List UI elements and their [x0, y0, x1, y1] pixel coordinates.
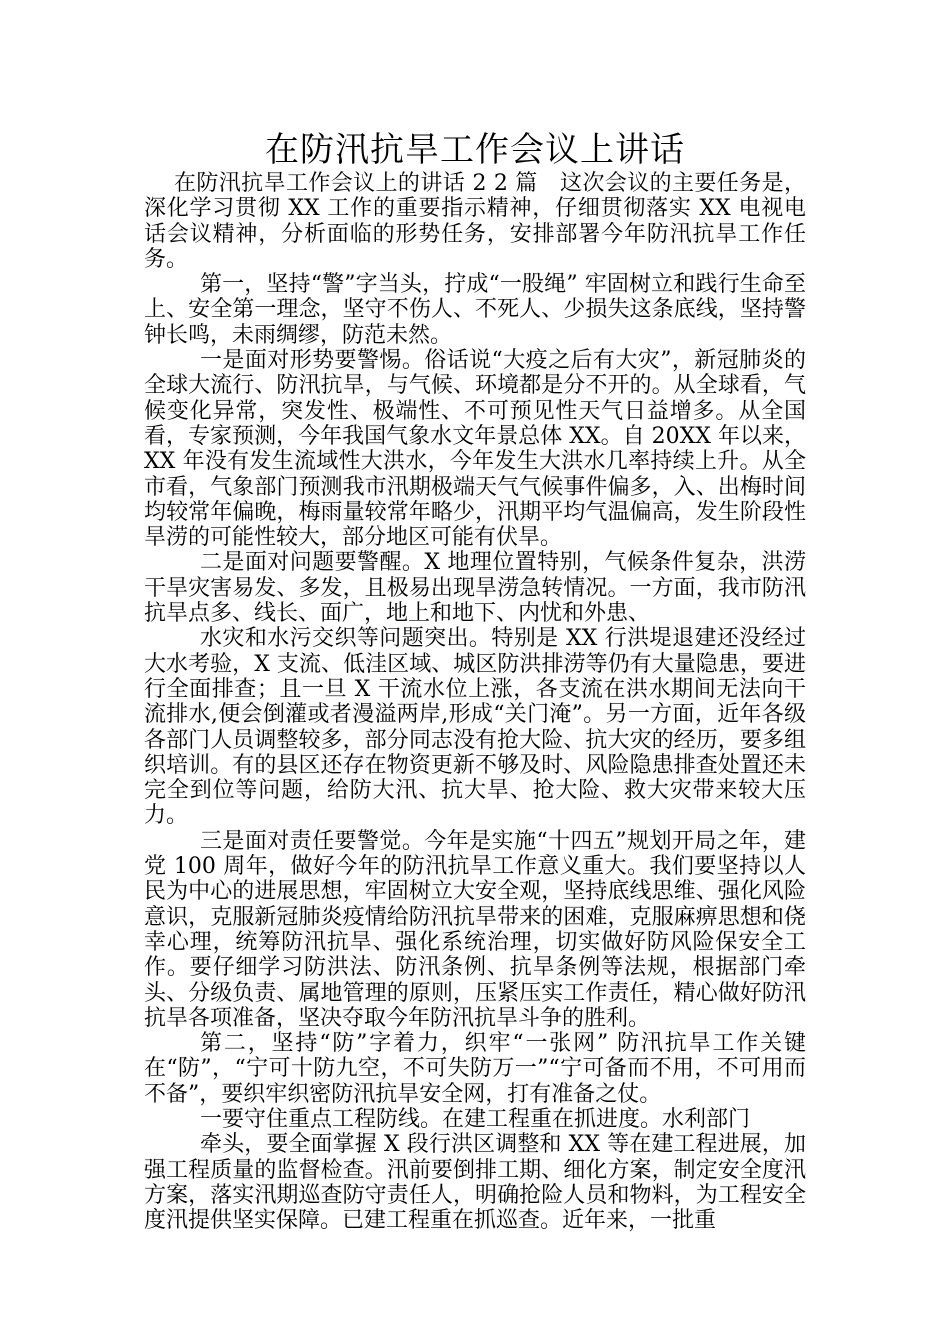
body-paragraph: 一要守住重点工程防线。在建工程重在抓进度。水利部门	[200, 1106, 751, 1132]
body-paragraph: 一是面对形势要警惕。俗话说“大疫之后有大灾”，新冠肺炎的全球大流行、防汛抗旱，与气候、环境都是分不开的。从全球看，气候变化异常，突发性、极端性、不可预见性天气日益增多。从全国看，专家预测，今年我国气象水文年景总体 XX。自 20XX 年以来，XX 年没有发生流域性大洪水，今年发生大洪水几率持续上升。从全市看，气象部门预测我市汛期极端天气气候事件偏多，入、出梅时间均较常年偏晚，梅雨量较常年略少，汛期平均气温偏高，发生阶段性旱涝的可能性较大，部分地区可能有伏旱。	[144, 348, 806, 551]
body-paragraph: 二是面对问题要警醒。X 地理位置特别，气候条件复杂，洪涝干旱灾害易发、多发，且极易出现旱涝急转情况。一方面，我市防汛抗旱点多、线长、面广，地上和地下、内忧和外患、	[144, 550, 806, 627]
body-paragraph: 水灾和水污交织等问题突出。特别是 XX 行洪堤退建还没经过大水考验，X 支流、低洼区域、城区防洪排涝等仍有大量隐患，要进行全面排查；且一旦 X 干流水位上涨，各支流在洪水期间无法向干流排水,便会倒灌或者漫溢两岸,形成“关门淹”。另一方面，近年各级各部门人员调整较多，部分同志没有抢大险、抗大灾的经历，要多组织培训。有的县区还存在物资更新不够及时、风险隐患排查处置还未完全到位等问题，给防大汛、抗大旱、抢大险、救大灾带来较大压力。	[144, 626, 806, 829]
body-paragraph: 第一，坚持“警”字当头，拧成“一股绳” 牢固树立和践行生命至上、安全第一理念，坚守不伤人、不死人、少损失这条底线，坚持警钟长鸣，未雨绸缪，防范未然。	[144, 272, 806, 348]
body-paragraph: 在防汛抗旱工作会议上的讲话 2 2 篇 这次会议的主要任务是，深化学习贯彻 XX 工作的重要指示精神，仔细贯彻落实 XX 电视电话会议精神，分析面临的形势任务，安排部署今年防汛抗旱工作任务。	[144, 171, 806, 272]
body-paragraph: 三是面对责任要警觉。今年是实施“十四五”规划开局之年，建党 100 周年，做好今年的防汛抗旱工作意义重大。我们要坚持以人民为中心的进展思想，牢固树立大安全观，坚持底线思维、强化风险意识，克服新冠肺炎疫情给防汛抗旱带来的困难，克服麻痹思想和侥幸心理，统筹防汛抗旱、强化系统治理，切实做好防风险保安全工作。要仔细学习防洪法、防汛条例、抗旱条例等法规，根据部门牵头、分级负责、属地管理的原则，压紧压实工作责任，精心做好防汛抗旱各项准备，坚决夺取今年防汛抗旱斗争的胜利。	[144, 828, 806, 1031]
body-paragraph: 第二，坚持“防”字着力，织牢“一张网” 防汛抗旱工作关键在“防”，“宁可十防九空，不可失防万一”“宁可备而不用，不可用而不备”，要织牢织密防汛抗旱安全网，打有准备之仗。	[144, 1031, 806, 1107]
body-paragraph: 牵头，要全面掌握 X 段行洪区调整和 XX 等在建工程进展，加强工程质量的监督检查。汛前要倒排工期、细化方案，制定安全度汛方案，落实汛期巡查防守责任人，明确抢险人员和物料，为工程安全度汛提供坚实保障。已建工程重在抓巡查。近年来，一批重	[144, 1132, 806, 1234]
page-title: 在防汛抗旱工作会议上讲话	[265, 130, 685, 170]
document-body	[144, 171, 806, 1233]
